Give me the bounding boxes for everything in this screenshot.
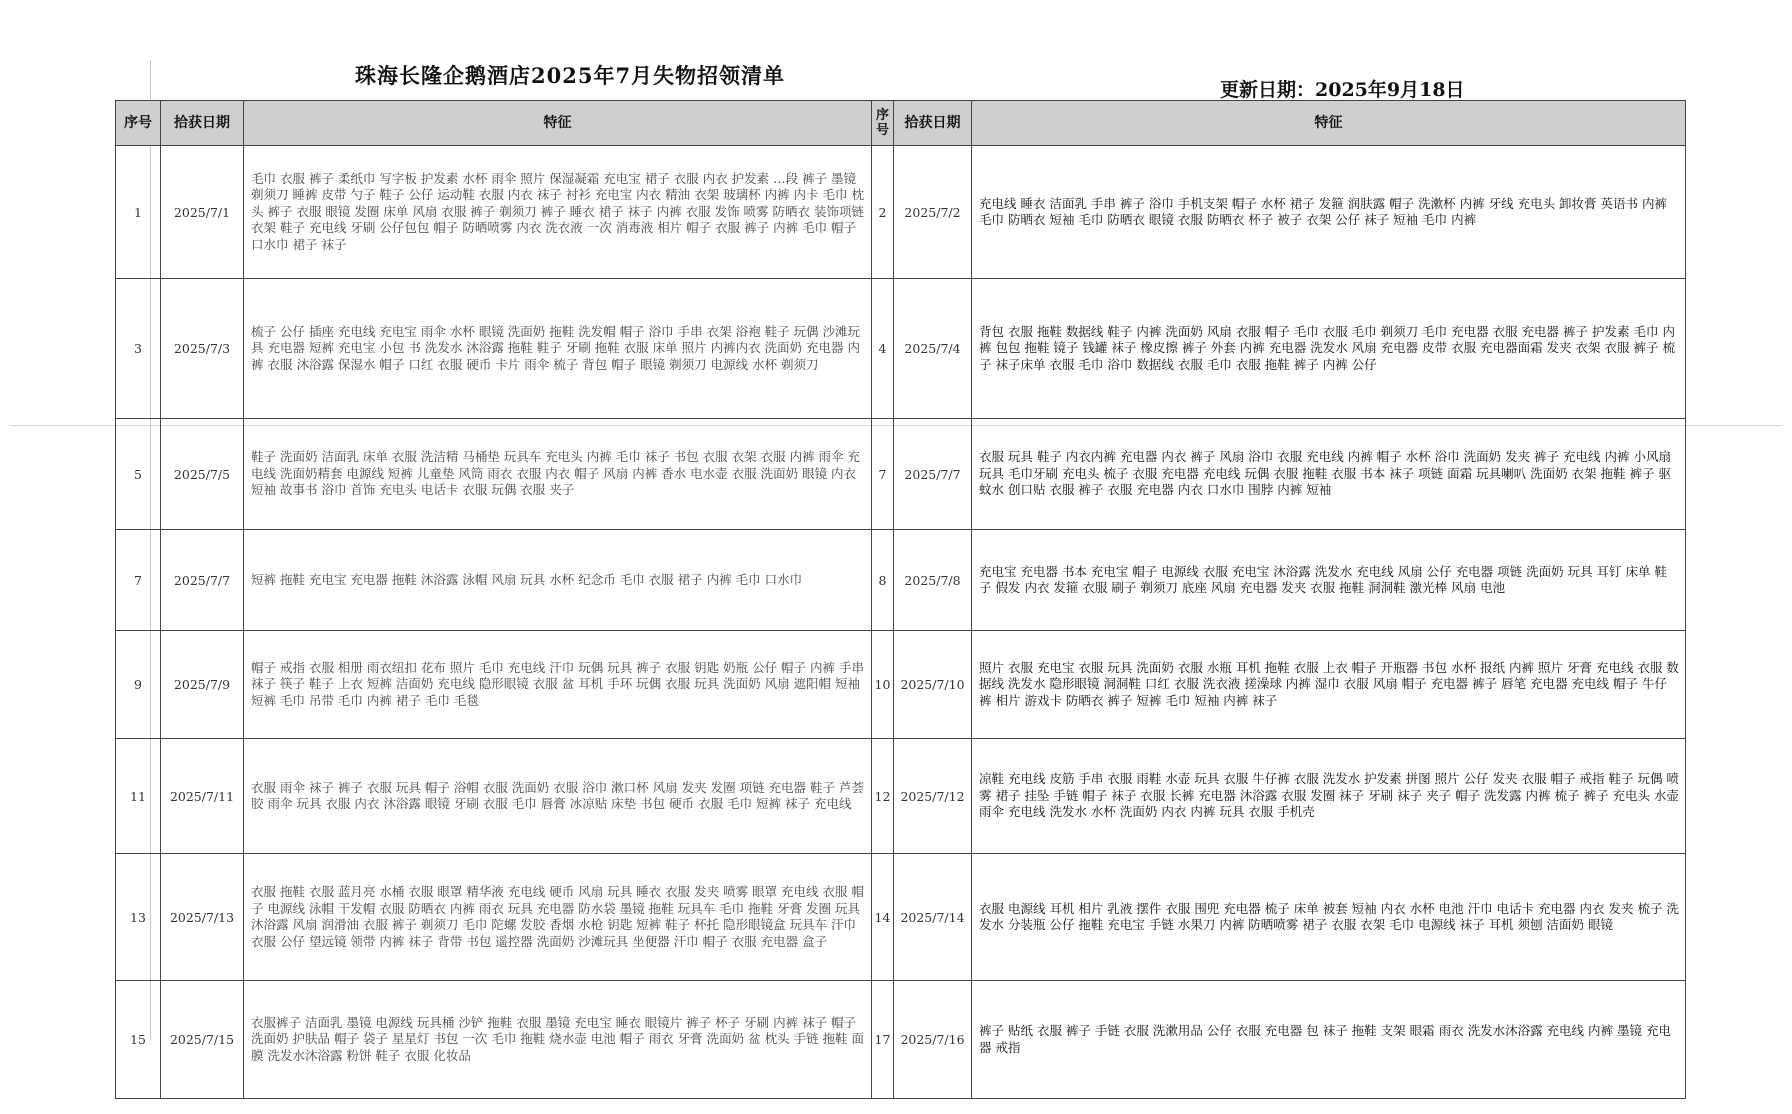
left-features: 衣服 拖鞋 衣服 蓝月亮 水桶 衣服 眼罩 精华液 充电线 硬币 风扇 玩具 睡衣 衣服 发夹 喷雾 眼罩 充电线 衣服 帽子 电源线 泳帽 干发帽 衣服 防晒衣 内裤 雨衣 玩具 充电器 防水袋 墨镜 拖鞋 玩具车 毛巾 拖鞋 牙膏 发圈 玩具 沐浴露 风扇 润滑油 衣服 裤子 剃须刀 毛巾 陀螺 发胶 香烟 水枪 钥匙 短裤 鞋子 杯托 隐形眼镜盒 玩具车 汗巾 衣服 公仔 望远镜 领带 内裤 袜子 背带 书包 遥控器 洗面奶 沙滩玩具 坐便器 汗巾 帽子 衣服 充电器 盒子 <box>244 854 872 981</box>
right-date: 2025/7/7 <box>894 419 972 530</box>
right-features: 背包 衣服 拖鞋 数据线 鞋子 内裤 洗面奶 风扇 衣服 帽子 毛巾 衣服 毛巾 剃须刀 毛巾 充电器 衣服 充电器 裤子 护发素 毛巾 内裤 包包 拖鞋 镜子 钱罐 袜子 橡皮擦 裤子 外套 内裤 充电器 洗发水 风扇 充电器 皮带 衣服 充电器面霜 发夹 衣架 衣服 裤子 梳子 袜子床单 衣服 毛巾 浴巾 数据线 衣服 毛巾 衣服 拖鞋 裤子 内裤 公仔 <box>972 279 1686 419</box>
header-date-right: 拾获日期 <box>894 101 972 146</box>
left-seq: 9 <box>116 631 161 739</box>
left-seq: 5 <box>116 419 161 530</box>
header-features: 特征 <box>244 101 872 146</box>
left-features: 衣服 雨伞 袜子 裤子 衣服 玩具 帽子 浴帽 衣服 洗面奶 衣服 浴巾 漱口杯 风扇 发夹 发圈 项链 充电器 鞋子 芦荟胶 雨伞 玩具 衣服 内衣 沐浴露 眼镜 牙刷 衣服 毛巾 唇膏 冰凉贴 床垫 书包 硬币 衣服 毛巾 短裤 袜子 充电线 <box>244 739 872 854</box>
right-features: 充电线 睡衣 洁面乳 手串 裤子 浴巾 手机支架 帽子 水杯 裙子 发箍 润肤露 帽子 洗漱杯 内裤 牙线 充电头 卸妆膏 英语书 内裤 毛巾 防晒衣 短袖 毛巾 防晒衣 眼镜 衣服 防晒衣 杯子 被子 衣架 公仔 袜子 短袖 毛巾 内裤 <box>972 146 1686 279</box>
left-features: 毛巾 衣服 裤子 柔纸巾 写字板 护发素 水杯 雨伞 照片 保湿凝霜 充电宝 裙子 衣服 内衣 护发素 …段 裤子 墨镜 剃须刀 睡裤 皮带 勺子 鞋子 公仔 运动鞋 衣服 内衣 袜子 衬衫 充电宝 内衣 精油 衣架 玻璃杯 内裤 内卡 毛巾 枕头 裤子 衣服 眼镜 发圈 床单 风扇 衣服 裤子 剃须刀 裤子 睡衣 裙子 袜子 内裤 衣服 发饰 喷雾 防晒衣 装饰项链 衣架 鞋子 充电线 牙刷 公仔包包 帽子 防晒喷雾 内衣 洗衣液 一次 消毒液 相片 帽子 衣服 裤子 内裤 毛巾 帽子 口水巾 裙子 袜子 <box>244 146 872 279</box>
left-features: 帽子 戒指 衣服 相册 雨衣纽扣 花布 照片 毛巾 充电线 汗巾 玩偶 玩具 裤子 衣服 钥匙 奶瓶 公仔 帽子 内裤 手串 袜子 筷子 鞋子 上衣 短裤 洁面奶 充电线 隐形眼镜 衣服 盆 耳机 手环 玩偶 衣服 玩具 洗面奶 风扇 遮阳帽 短袖 短裤 毛巾 吊带 毛巾 内裤 裙子 毛巾 毛毯 <box>244 631 872 739</box>
right-features: 凉鞋 充电线 皮筋 手串 衣服 雨鞋 水壶 玩具 衣服 牛仔裤 衣服 洗发水 护发素 拼图 照片 公仔 发夹 衣服 帽子 戒指 鞋子 玩偶 喷雾 裙子 挂坠 手链 帽子 袜子 衣服 长裤 充电器 沐浴露 衣服 发圈 袜子 牙刷 袜子 夹子 帽子 洗发露 内裤 梳子 裤子 充电头 水壶 雨伞 充电线 洗发水 水杯 洗面奶 内衣 内裤 玩具 衣服 手机壳 <box>972 739 1686 854</box>
page-title: 珠海长隆企鹅酒店2025年7月失物招领清单 <box>355 63 786 88</box>
left-features: 鞋子 洗面奶 洁面乳 床单 衣服 洗洁精 马桶垫 玩具车 充电头 内裤 毛巾 袜子 书包 衣服 衣架 衣服 内裤 雨伞 充电线 洗面奶精套 电源线 短裤 儿童垫 风筒 雨衣 衣服 内衣 帽子 风扇 内裤 香水 电水壶 衣服 洗面奶 眼镜 内衣 短袖 故事书 浴巾 首饰 充电头 电话卡 衣服 玩偶 衣服 夹子 <box>244 419 872 530</box>
left-features: 衣服裤子 洁面乳 墨镜 电源线 玩具桶 沙铲 拖鞋 衣服 墨镜 充电宝 睡衣 眼镜片 裤子 杯子 牙刷 内裤 袜子 帽子 洗面奶 护肤品 帽子 袋子 星星灯 书包 一次 毛巾 拖鞋 烧水壶 电池 帽子 雨衣 牙膏 洗面奶 盆 枕头 手链 拖鞋 面膜 洗发水沐浴露 粉饼 鞋子 衣服 化妆品 <box>244 981 872 1099</box>
left-seq: 3 <box>116 279 161 419</box>
left-date: 2025/7/5 <box>161 419 244 530</box>
right-features: 衣服 电源线 耳机 相片 乳液 摆件 衣服 围兜 充电器 梳子 床单 被套 短袖 内衣 水杯 电池 汗巾 电话卡 充电器 内衣 发夹 梳子 洗发水 分装瓶 公仔 拖鞋 充电宝 手链 水果刀 内裤 防晒喷雾 裙子 衣服 衣架 毛巾 电源线 袜子 耳机 须刨 洁面奶 眼镜 <box>972 854 1686 981</box>
header-seq: 序号 <box>116 101 161 146</box>
left-date: 2025/7/13 <box>161 854 244 981</box>
table-row <box>116 981 1686 1099</box>
update-date: 更新日期：2025年9月18日 <box>1220 79 1465 101</box>
header-seq-right: 序号 <box>872 101 894 146</box>
table-row <box>116 279 1686 419</box>
right-seq: 8 <box>872 530 894 631</box>
left-date: 2025/7/1 <box>161 146 244 279</box>
left-date: 2025/7/11 <box>161 739 244 854</box>
left-seq: 1 <box>116 146 161 279</box>
right-features: 充电宝 充电器 书本 充电宝 帽子 电源线 衣服 充电宝 沐浴露 洗发水 充电线 风扇 公仔 充电器 项链 洗面奶 玩具 耳钉 床单 鞋子 假发 内衣 发箍 衣服 刷子 剃须刀 底座 风扇 充电器 发夹 衣服 拖鞋 洞洞鞋 激光棒 风扇 电池 <box>972 530 1686 631</box>
header-row <box>116 101 1686 146</box>
right-seq: 10 <box>872 631 894 739</box>
right-seq: 17 <box>872 981 894 1099</box>
right-date: 2025/7/2 <box>894 146 972 279</box>
table-row <box>116 530 1686 631</box>
table-row <box>116 739 1686 854</box>
right-date: 2025/7/16 <box>894 981 972 1099</box>
right-date: 2025/7/4 <box>894 279 972 419</box>
left-seq: 13 <box>116 854 161 981</box>
left-features: 短裤 拖鞋 充电宝 充电器 拖鞋 沐浴露 泳帽 风扇 玩具 水杯 纪念币 毛巾 衣服 裙子 内裤 毛巾 口水巾 <box>244 530 872 631</box>
right-date: 2025/7/8 <box>894 530 972 631</box>
right-seq: 4 <box>872 279 894 419</box>
left-date: 2025/7/3 <box>161 279 244 419</box>
right-date: 2025/7/10 <box>894 631 972 739</box>
right-date: 2025/7/12 <box>894 739 972 854</box>
left-date: 2025/7/15 <box>161 981 244 1099</box>
right-features: 裤子 贴纸 衣服 裤子 手链 衣服 洗漱用品 公仔 衣服 充电器 包 袜子 拖鞋 支架 眼霜 雨衣 洗发水沐浴露 充电线 内裤 墨镜 充电器 戒指 <box>972 981 1686 1099</box>
right-seq: 14 <box>872 854 894 981</box>
left-features: 梳子 公仔 插座 充电线 充电宝 雨伞 水杯 眼镜 洗面奶 拖鞋 洗发帽 帽子 浴巾 手串 衣架 浴袍 鞋子 玩偶 沙滩玩具 充电器 短裤 充电宝 小包 书 洗发水 沐浴露 拖鞋 鞋子 牙刷 拖鞋 衣服 床单 照片 内裤内衣 洗面奶 充电器 内裤 衣服 沐浴露 保湿水 帽子 口红 衣服 硬币 卡片 雨伞 梳子 背包 帽子 眼镜 剃须刀 电源线 水杯 剃须刀 <box>244 279 872 419</box>
table-row <box>116 146 1686 279</box>
left-seq: 15 <box>116 981 161 1099</box>
right-date: 2025/7/14 <box>894 854 972 981</box>
table-row <box>116 631 1686 739</box>
right-seq: 7 <box>872 419 894 530</box>
left-seq: 7 <box>116 530 161 631</box>
right-features: 照片 衣服 充电宝 衣服 玩具 洗面奶 衣服 水瓶 耳机 拖鞋 衣服 上衣 帽子 开瓶器 书包 水杯 报纸 内裤 照片 牙膏 充电线 衣服 数据线 洗发水 隐形眼镜 洞洞鞋 口红 衣服 洗衣液 搓澡球 内裤 湿巾 衣服 风扇 帽子 充电器 裤子 唇笔 充电器 充电线 帽子 牛仔裤 相片 游戏卡 防晒衣 裤子 短裤 毛巾 短袖 内裤 袜子 <box>972 631 1686 739</box>
header-date: 拾获日期 <box>161 101 244 146</box>
table-row <box>116 419 1686 530</box>
table-row <box>116 854 1686 981</box>
left-seq: 11 <box>116 739 161 854</box>
lost-found-table <box>115 100 1686 1099</box>
left-date: 2025/7/9 <box>161 631 244 739</box>
right-seq: 2 <box>872 146 894 279</box>
right-seq: 12 <box>872 739 894 854</box>
right-features: 衣服 玩具 鞋子 内衣内裤 充电器 内衣 裤子 风扇 浴巾 衣服 充电线 内裤 帽子 水杯 浴巾 洗面奶 发夹 裤子 充电线 内裤 小风扇 玩具 毛巾牙刷 充电头 梳子 衣服 充电器 充电线 玩偶 衣服 拖鞋 衣服 书本 袜子 项链 面霜 玩具喇叭 洗面奶 衣架 拖鞋 裤子 驱蚊水 创口贴 衣服 裤子 衣服 充电器 内衣 口水巾 围脖 内裤 短袖 <box>972 419 1686 530</box>
header-features-right: 特征 <box>972 101 1686 146</box>
left-date: 2025/7/7 <box>161 530 244 631</box>
